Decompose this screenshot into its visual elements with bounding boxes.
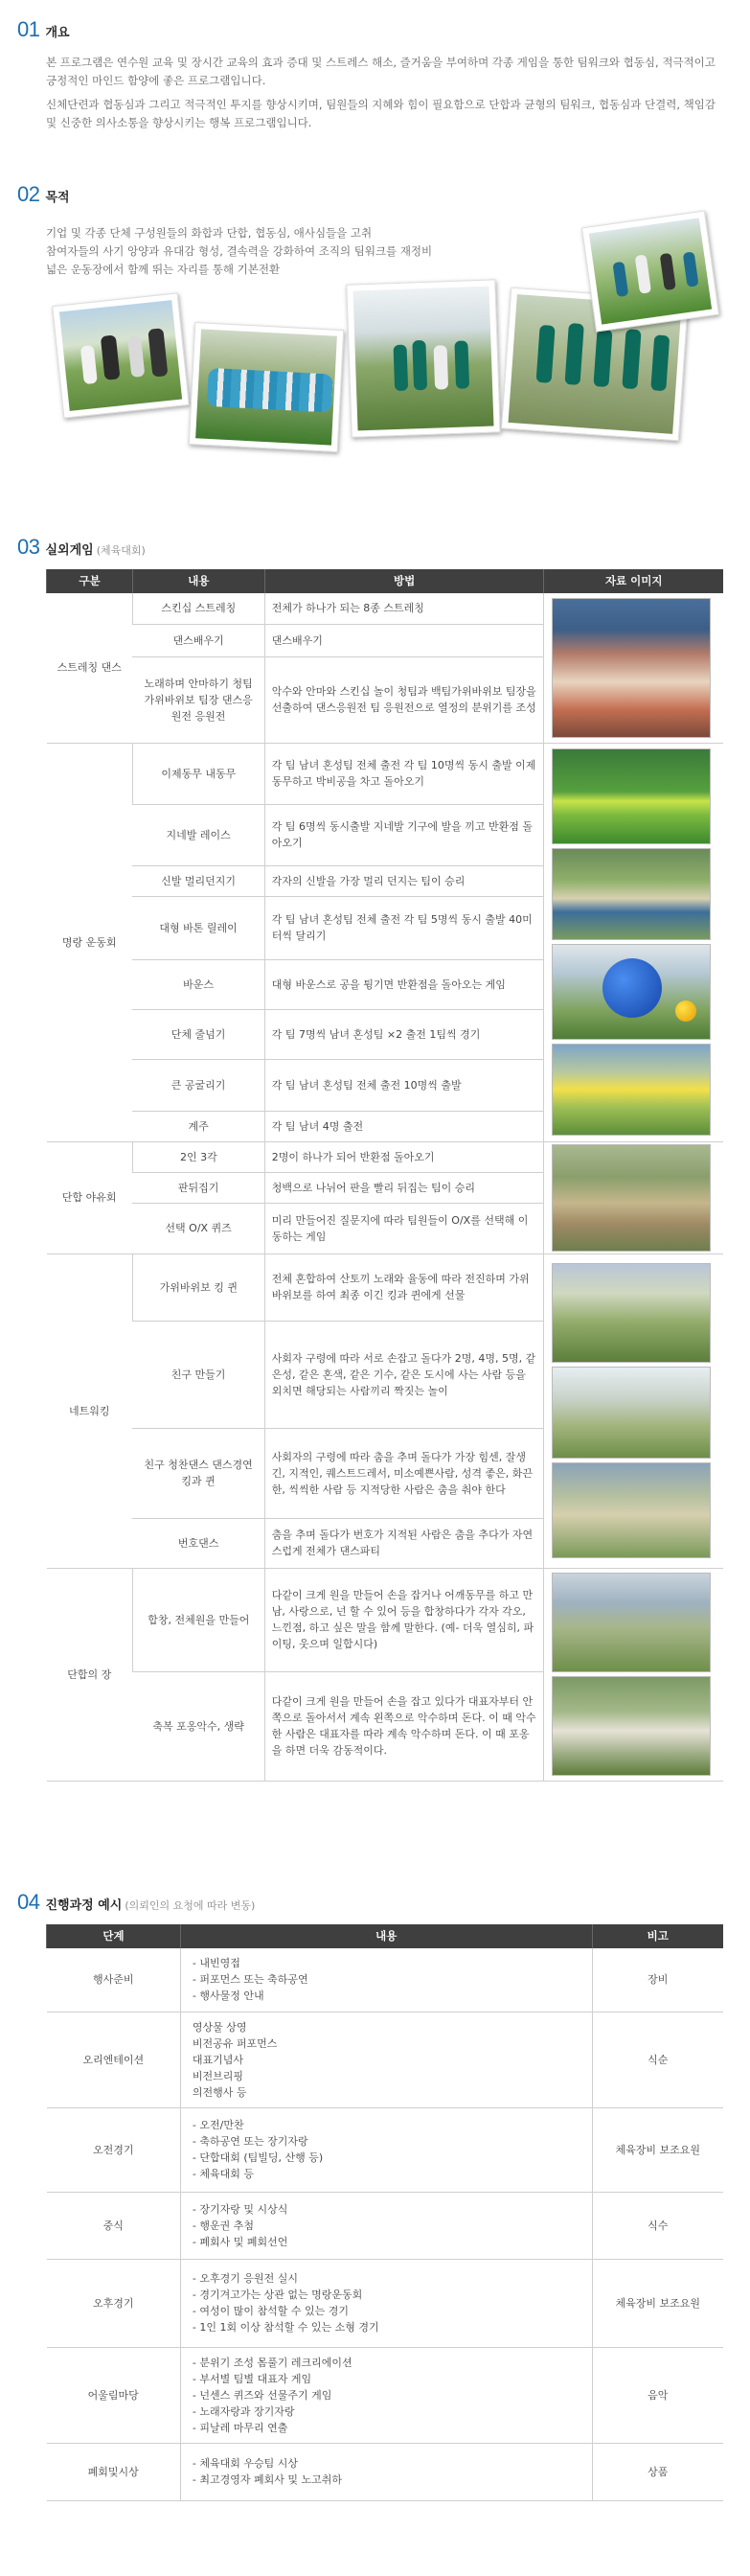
stage-cell: 오리엔테이션 <box>47 2012 181 2107</box>
category-cell: 네트워킹 <box>47 1254 133 1568</box>
content-cell <box>180 2192 592 2259</box>
content-line: 의전행사 등 <box>192 2085 247 2099</box>
outdoor-games-table <box>46 569 723 1782</box>
table-row <box>47 2192 724 2259</box>
method-cell: 청백으로 나뉘어 판을 빨리 뒤집는 팀이 승리 <box>264 1172 544 1203</box>
table-row <box>47 2107 724 2192</box>
photo-outing <box>552 1144 711 1252</box>
item-cell: 스킨십 스트레칭 <box>132 593 264 624</box>
section-subtitle: (체육대회) <box>96 544 146 557</box>
photo-unity-1 <box>552 1573 711 1672</box>
note-cell: 음악 <box>592 2347 723 2443</box>
photo-networking-1 <box>552 1263 711 1363</box>
content-line: 비전브리핑 <box>192 2069 244 2082</box>
photo-sports-day-1 <box>552 748 711 844</box>
method-cell: 춤을 추며 돌다가 번호가 지적된 사람은 춤을 추다가 자연스럽게 전체가 댄스파티 <box>264 1518 544 1568</box>
note-cell: 장비 <box>592 1948 723 2012</box>
table-row <box>47 1254 724 1321</box>
content-cell <box>180 2347 592 2443</box>
method-cell: 다같이 크게 원을 만들어 손을 잡거나 어깨동무를 하고 만남, 사랑으로, 넌 할 수 있어 등을 합창하다가 각자 각오, 느낀점, 하고 싶은 말을 함께 말한다. (예- 더욱 열심히, 파이팅, 웃으며 일합시다) <box>264 1568 544 1671</box>
method-cell: 각 팀 7명씩 남녀 혼성팀 ×2 출전 1팀씩 경기 <box>264 1009 544 1059</box>
section-title: 목적 <box>45 191 70 205</box>
photo-stretching-dance <box>552 598 711 738</box>
content-line: 비전공유 퍼포먼스 <box>192 2036 278 2050</box>
process-table <box>46 1924 723 2501</box>
overview-text <box>46 54 716 138</box>
method-cell: 전체 혼합하여 산토끼 노래와 율동에 따라 전진하며 가위바위보를 하여 최종 이긴 킹과 퀸에게 선물 <box>264 1254 544 1321</box>
content-line: - 넌센스 퀴즈와 선물주기 게임 <box>192 2388 332 2402</box>
purpose-line-3: 넓은 운동장에서 함께 뛰는 자리를 통해 기본전환 <box>46 263 281 276</box>
content-line: - 노래자랑과 장기자랑 <box>192 2404 295 2418</box>
method-cell: 악수와 안마와 스킨십 놀이 청팀과 백팀가위바위보 팀장을 선출하여 댄스응원전 팀 응원전으로 열정의 분위기를 조성 <box>264 656 544 743</box>
category-cell: 단합 야유회 <box>47 1141 133 1254</box>
purpose-text <box>46 224 582 279</box>
item-cell: 신발 멀리던지기 <box>132 865 264 896</box>
method-cell: 각자의 신발을 가장 멀리 던지는 팀이 승리 <box>264 865 544 896</box>
content-line: - 행운권 추첨 <box>192 2219 254 2232</box>
content-line: - 체육대회 등 <box>192 2168 254 2180</box>
section-title: 진행과정 예시 <box>45 1898 123 1913</box>
content-cell <box>180 2012 592 2107</box>
photo-networking-2 <box>552 1367 711 1459</box>
col-header-category: 구분 <box>47 569 133 593</box>
stage-cell: 어울림마당 <box>47 2347 181 2443</box>
purpose-photo-5 <box>581 210 719 332</box>
item-cell: 단체 줄넘기 <box>132 1009 264 1059</box>
table-row <box>47 1141 724 1172</box>
table-row <box>47 1568 724 1671</box>
table-row <box>47 743 724 804</box>
method-cell: 각 팀 남녀 혼성팀 전체 출전 10명씩 출발 <box>264 1059 544 1111</box>
item-cell: 지네발 레이스 <box>132 804 264 865</box>
overview-paragraph-2: 신체단련과 협동심과 그리고 적극적인 투지를 향상시키며, 팀원들의 지혜와 힘이 필요함으로 단합과 균형의 팀워크, 협동심과 단결력, 책임감 및 신중한 의사소통을 향상시키는 행복 프로그램입니다. <box>46 98 716 129</box>
purpose-heading <box>17 178 70 211</box>
item-cell: 큰 공굴리기 <box>132 1059 264 1111</box>
content-line: 대표기념사 <box>192 2053 244 2066</box>
item-cell: 가위바위보 킹 퀸 <box>132 1254 264 1321</box>
content-line: - 축하공연 또는 장기자랑 <box>192 2135 308 2148</box>
photo-sports-day-3 <box>552 944 711 1040</box>
stage-cell: 오전경기 <box>47 2107 181 2192</box>
content-line: - 폐회사 및 폐회선언 <box>192 2235 288 2248</box>
content-line: - 장기자랑 및 시상식 <box>192 2202 288 2216</box>
content-line: - 부서별 팀별 대표자 게임 <box>192 2372 312 2385</box>
stage-cell: 오후경기 <box>47 2259 181 2347</box>
item-cell: 이제동무 내동무 <box>132 743 264 804</box>
stage-cell: 행사준비 <box>47 1948 181 2012</box>
method-cell: 사회자의 구령에 따라 춤을 추며 돌다가 가장 힘센, 잘생긴, 지적인, 퀘스트드레서, 미소예쁜사람, 성격 좋은, 화끈한, 씩씩한 사람 등 지적당한 사람은 춤을 춰야 한다 <box>264 1428 544 1518</box>
note-cell: 식순 <box>592 2012 723 2107</box>
photo-sports-day-4 <box>552 1044 711 1136</box>
content-line: - 최고경영자 폐회사 및 노고취하 <box>192 2473 342 2486</box>
method-cell: 다같이 크게 원을 만들어 손을 잡고 있다가 대표자부터 안쪽으로 돌아서서 계속 왼쪽으로 악수하며 돈다. 이 때 악수한 사람은 대표자를 따라 계속 악수하며 돈다. 이 때 포옹을 하면 더욱 감동적이다. <box>264 1671 544 1781</box>
col-header-stage: 단계 <box>47 1924 181 1948</box>
outdoor-heading <box>17 531 146 564</box>
content-line: - 오전/만찬 <box>192 2119 244 2131</box>
method-cell: 각 팀 남녀 혼성팀 전체 출전 각 팀 10명씩 동시 출발 이제동무하고 박비공을 차고 돌아오기 <box>264 743 544 804</box>
col-header-item: 내용 <box>132 569 264 593</box>
content-cell <box>180 2107 592 2192</box>
purpose-line-2: 참여자들의 사기 앙양과 유대감 형성, 결속력을 강화하여 조직의 팀워크를 재정비 <box>46 244 433 258</box>
method-cell: 댄스배우기 <box>264 624 544 656</box>
content-line: - 퍼포먼스 또는 축하공연 <box>192 1973 308 1987</box>
photo-sports-day-2 <box>552 848 711 940</box>
method-cell: 전체가 하나가 되는 8종 스트레칭 <box>264 593 544 624</box>
item-cell: 번호댄스 <box>132 1518 264 1568</box>
section-number: 03 <box>17 535 40 559</box>
note-cell: 체육장비 보조요원 <box>592 2107 723 2192</box>
table-row <box>47 2259 724 2347</box>
content-line: - 오후경기 응원전 실시 <box>192 2272 298 2285</box>
content-line: 영상물 상영 <box>192 2020 247 2034</box>
category-cell: 단합의 장 <box>47 1568 133 1781</box>
note-cell: 식수 <box>592 2192 723 2259</box>
col-header-image: 자료 이미지 <box>544 569 723 593</box>
table-header-row <box>47 1924 724 1948</box>
item-cell: 축복 포옹악수, 생략 <box>132 1671 264 1781</box>
process-heading <box>17 1886 255 1919</box>
col-header-method: 방법 <box>264 569 544 593</box>
table-header-row <box>47 569 724 593</box>
content-line: - 여성이 많이 참석할 수 있는 경기 <box>192 2305 349 2317</box>
note-cell: 상품 <box>592 2443 723 2500</box>
table-row <box>47 2012 724 2107</box>
content-line: - 분위기 조성 몸풀기 레크리에이션 <box>192 2356 352 2369</box>
purpose-photo-1 <box>52 292 190 418</box>
stage-cell: 중식 <box>47 2192 181 2259</box>
col-header-content: 내용 <box>180 1924 592 1948</box>
table-row <box>47 593 724 624</box>
content-line: - 행사물정 안내 <box>192 1990 264 2003</box>
section-subtitle: (의뢰인의 요청에 따라 변동) <box>125 1899 256 1912</box>
content-cell <box>180 2443 592 2500</box>
item-cell: 친구 청찬댄스 댄스경연 킹과 퀸 <box>132 1428 264 1518</box>
content-line: - 피날레 마무리 연출 <box>192 2421 288 2434</box>
item-cell: 합창, 전체원을 만들어 <box>132 1568 264 1671</box>
item-cell: 댄스배우기 <box>132 624 264 656</box>
item-cell: 계주 <box>132 1111 264 1141</box>
section-title: 개요 <box>45 26 70 40</box>
photo-unity-2 <box>552 1676 711 1776</box>
method-cell: 각 팀 6명씩 동시출발 지네발 기구에 발을 끼고 반환점 돌아오기 <box>264 804 544 865</box>
purpose-line-1: 기업 및 각종 단체 구성원들의 화합과 단합, 협동심, 애사심들을 고취 <box>46 226 373 240</box>
method-cell: 각 팀 남녀 혼성팀 전체 출전 각 팀 5명씩 동시 출발 40미터씩 달리기 <box>264 896 544 959</box>
item-cell: 바운스 <box>132 959 264 1009</box>
item-cell: 판뒤집기 <box>132 1172 264 1203</box>
purpose-photo-3 <box>346 279 500 437</box>
content-line: - 1인 1회 이상 참석할 수 있는 소형 경기 <box>192 2321 379 2334</box>
content-cell <box>180 2259 592 2347</box>
content-line: - 단합대회 (팀빌딩, 산행 등) <box>192 2151 324 2164</box>
item-cell: 선택 O/X 퀴즈 <box>132 1204 264 1254</box>
content-line: - 내빈영접 <box>192 1957 240 1970</box>
overview-heading <box>17 13 70 46</box>
item-cell: 친구 만들기 <box>132 1321 264 1428</box>
table-row <box>47 1948 724 2012</box>
item-cell: 대형 바톤 릴레이 <box>132 896 264 959</box>
overview-paragraph-1: 본 프로그램은 연수원 교육 및 장시간 교육의 효과 증대 및 스트레스 해소, 즐거움을 부여하며 각종 게임을 통한 팀워크와 협동심, 적극적이고 긍정적인 마인드 함양에 좋은 프로그램입니다. <box>46 56 716 87</box>
content-line: - 체육대회 우승팀 시상 <box>192 2457 298 2470</box>
content-line: - 경기겨고가는 상관 없는 명랑운동회 <box>192 2288 363 2301</box>
item-cell: 2인 3각 <box>132 1141 264 1172</box>
method-cell: 각 팀 남녀 4명 출전 <box>264 1111 544 1141</box>
method-cell: 미리 만들어진 질문지에 따라 팀원들이 O/X를 선택해 이동하는 게임 <box>264 1204 544 1254</box>
category-cell: 스트레칭 댄스 <box>47 593 133 743</box>
col-header-note: 비고 <box>592 1924 723 1948</box>
photo-networking-3 <box>552 1462 711 1558</box>
section-number: 02 <box>17 182 40 206</box>
note-cell: 체육장비 보조요원 <box>592 2259 723 2347</box>
stage-cell: 폐회및시상 <box>47 2443 181 2500</box>
method-cell: 2명이 하나가 되어 반환점 돌아오기 <box>264 1141 544 1172</box>
category-cell: 명랑 운동회 <box>47 743 133 1141</box>
section-title: 실외게임 <box>45 543 94 558</box>
method-cell: 대형 바운스로 공을 튕기면 반환점을 돌아오는 게임 <box>264 959 544 1009</box>
content-cell <box>180 1948 592 2012</box>
method-cell: 사회자 구령에 따라 서로 손잡고 돌다가 2명, 4명, 5명, 같은성, 같은 혼색, 같은 기수, 같은 도시에 사는 사람 등을 외치면 해당되는 사람끼리 짝짓는 놀이 <box>264 1321 544 1428</box>
section-number: 01 <box>17 17 40 41</box>
table-row <box>47 2347 724 2443</box>
item-cell: 노래하며 안마하기 청팀 가위바위보 팀장 댄스응원전 응원전 <box>132 656 264 743</box>
table-row <box>47 2443 724 2500</box>
section-number: 04 <box>17 1890 40 1914</box>
purpose-photo-2 <box>189 322 344 452</box>
